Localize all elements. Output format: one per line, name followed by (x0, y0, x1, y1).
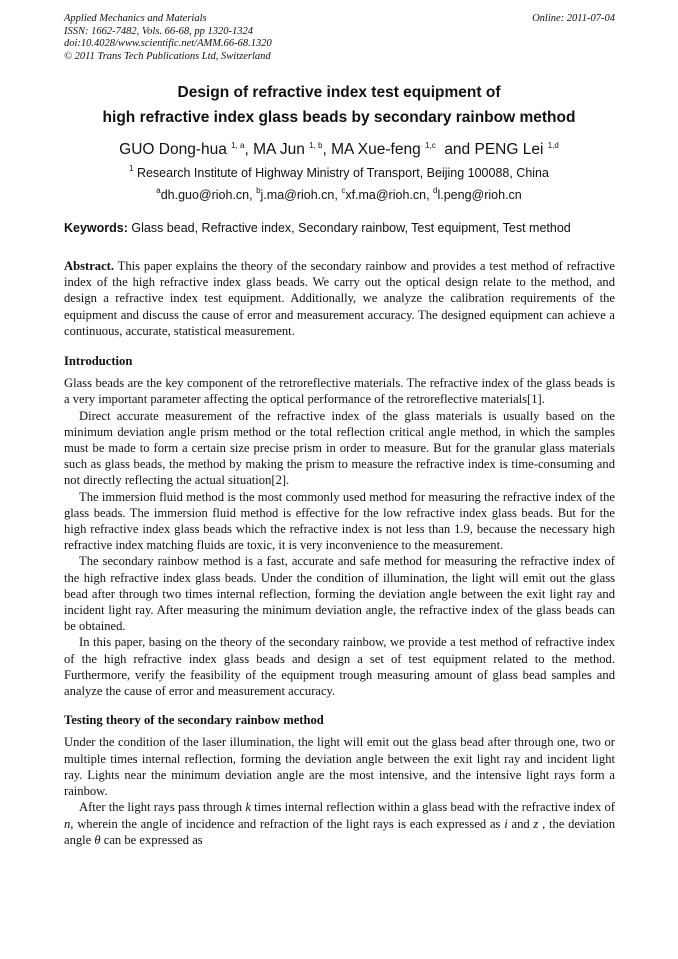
copyright: © 2011 Trans Tech Publications Ltd, Switzerland (64, 50, 271, 62)
math-var: z (533, 816, 539, 831)
intro-paragraph-1: Glass beads are the key component of the retroreflective materials. The refractive index of the glass beads is a very important parameter affecting the optical performance of the retroreflective materials[1]. (64, 376, 615, 407)
email[interactable]: xf.ma@rioh.cn, (345, 188, 434, 202)
email-sup: a (156, 186, 161, 195)
affiliation-sup: 1 (129, 164, 134, 173)
author-sup: 1, b (309, 141, 323, 150)
text-run: and (507, 816, 534, 831)
journal-name: Applied Mechanics and Materials (64, 13, 207, 24)
journal-meta (64, 13, 615, 63)
author-name: GUO Dong-hua (119, 141, 227, 158)
text-run: After the light rays pass through (79, 800, 246, 815)
math-var: k (245, 800, 251, 815)
title-line-1: Design of refractive index test equipment of (177, 84, 501, 101)
doi: doi:10.4028/www.scientific.net/AMM.66-68.1320 (64, 38, 272, 49)
author-name: MA Jun (253, 141, 305, 158)
keywords-label: Keywords: (64, 221, 128, 235)
email[interactable]: j.ma@rioh.cn, (260, 188, 342, 202)
author-name: MA Xue-feng (331, 141, 421, 158)
math-var: θ (94, 832, 101, 847)
intro-paragraph-5: In this paper, basing on the theory of the secondary rainbow, we provide a test method of refractive index of the high refractive index glass beads and design a set of test equipment related to the method. Furthermore, verify the feasibility of the equipment trough measuring amount of glass bead samples and analyze the cause of error and measurement accuracy. (64, 635, 615, 699)
theory-paragraph-1: Under the condition of the laser illumination, the light will emit out the glass bead after through one, two or multiple times internal reflection, forming the deviation angle between the exit light ray and incident light ray. Lights near the minimum deviation angle are the most intensive, and the intensive light rays form a rainbow. (64, 735, 615, 799)
email-list (30, 186, 648, 204)
theory-paragraph-2 (64, 799, 615, 848)
author-sup: 1,d (547, 141, 559, 150)
author-sep: , (244, 141, 254, 158)
text-run: , the deviation angle (64, 816, 615, 847)
paper-body (64, 258, 615, 848)
email-sup: c (341, 186, 346, 195)
math-var: n (64, 816, 71, 831)
issn: ISSN: 1662-7482, Vols. 66-68, pp 1320-1324 (64, 25, 253, 37)
intro-paragraph-4: The secondary rainbow method is a fast, accurate and safe method for measuring the refractive index of the high refractive index glass beads. Under the condition of illumination, the light will emit out the glass bead after through two times internal reflection, forming the deviation angle between the exit light ray and incident light ray. After measuring the minimum deviation angle, the refractive index of the glass beads can be obtained. (64, 554, 615, 634)
introduction-heading: Introduction (64, 354, 133, 369)
author-sep: , (322, 141, 332, 158)
email-sup: d (433, 186, 438, 195)
intro-paragraph-2: Direct accurate measurement of the refractive index of the glass materials is usually based on the minimum deviation angle prism method or the total reflection critical angle method, in which the samples must be made to form a certain size precise prism in order to measure. But for the granular glass materials such as glass beads, the method by making the prism to measure the refractive index is time-consuming and not directly reflecting the actual situation[2]. (64, 408, 615, 488)
online-date: Online: 2011-07-04 (532, 13, 615, 24)
math-var: i (504, 816, 508, 831)
keywords (64, 220, 615, 237)
keywords-text: Glass bead, Refractive index, Secondary rainbow, Test equipment, Test method (127, 221, 571, 235)
abstract (64, 258, 615, 339)
author-sep: and (435, 141, 475, 158)
title-line-2: high refractive index glass beads by secondary rainbow method (102, 109, 576, 126)
email[interactable]: l.peng@rioh.cn (437, 188, 522, 202)
paper-title (30, 80, 648, 130)
text-run: times internal reflection within a glass bead with the refractive index of (250, 800, 615, 815)
abstract-text: This paper explains the theory of the secondary rainbow and provides a test method of refractive index of the high refractive index glass beads. We carry out the optical design relate to the method, and design a refractive index test equipment. Additionally, we analyze the calibration requirements of the equipment and discuss the cause of error and measurement accuracy. The designed equipment can achieve a continuous, accurate, statistical measurement. (64, 259, 615, 338)
affiliation (30, 164, 648, 182)
text-run: can be expressed as (100, 832, 203, 847)
abstract-label: Abstract. (64, 259, 115, 273)
text-run: , wherein the angle of incidence and refraction of the light rays is each expressed as (70, 816, 505, 831)
email[interactable]: dh.guo@rioh.cn, (160, 188, 257, 202)
email-sup: b (256, 186, 261, 195)
author-sup: 1,c (425, 141, 436, 150)
author-sup: 1, a (231, 141, 245, 150)
theory-heading: Testing theory of the secondary rainbow method (64, 713, 324, 728)
affiliation-text: Research Institute of Highway Ministry of Transport, Beijing 100088, China (136, 166, 549, 180)
author-name: PENG Lei (474, 141, 544, 158)
intro-paragraph-3: The immersion fluid method is the most commonly used method for measuring the refractive index of the glass beads. The immersion fluid method is effective for the low refractive index glass beads. But for the high refractive index glass beads which the refractive index is not less than 1.9, because the necessary high refractive index matching fluids are toxic, it is very inconvenience to the measurement. (64, 489, 615, 553)
author-list (30, 140, 648, 160)
